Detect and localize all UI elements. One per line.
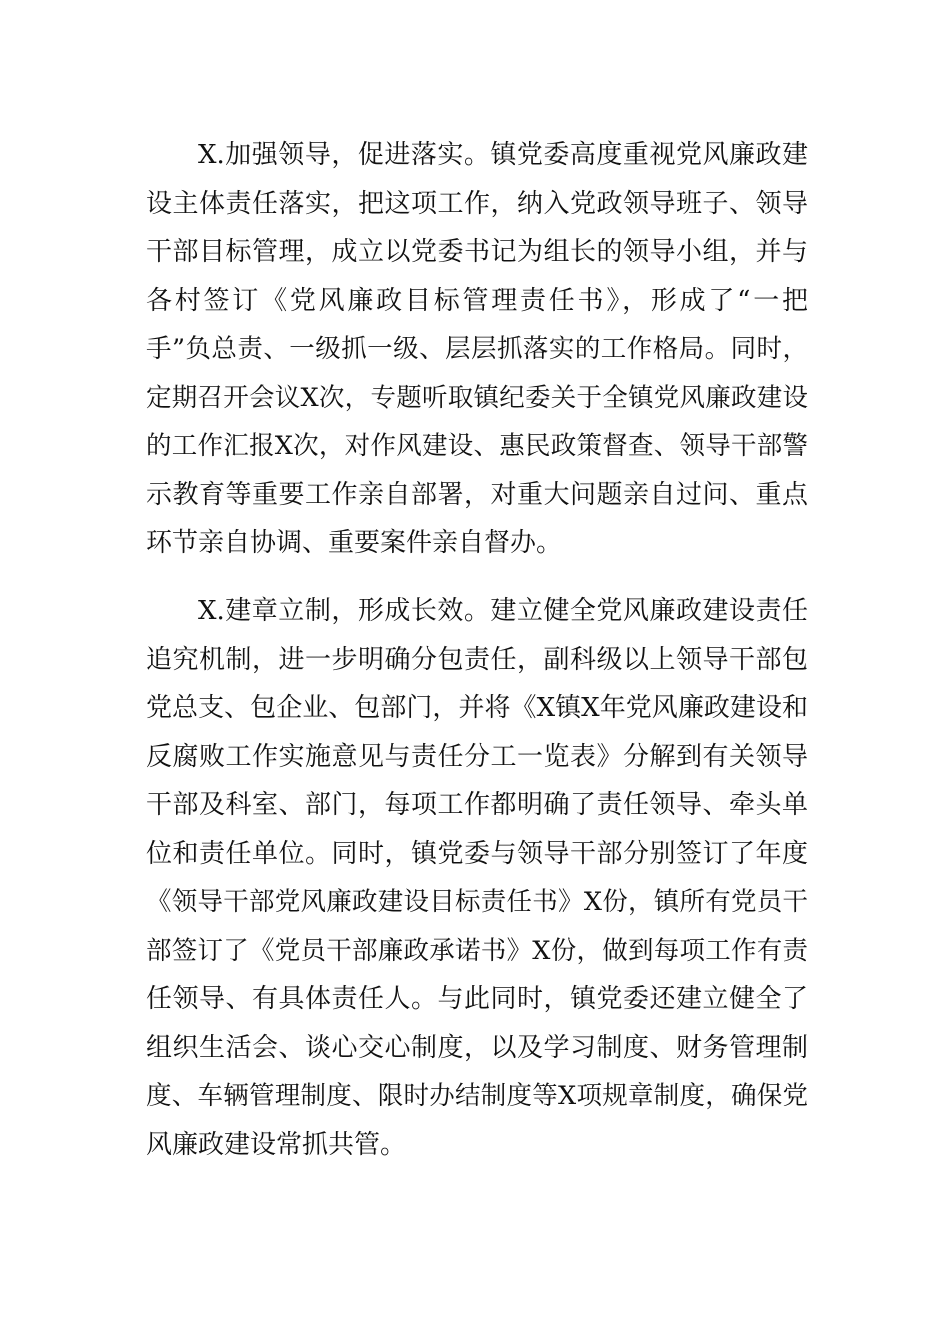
paragraph-line: 党总支、包企业、包部门，并将《X镇X年党风廉政建设和 bbox=[146, 693, 808, 723]
paragraph-line: 位和责任单位。同时，镇党委与领导干部分别签订了年度 bbox=[146, 838, 808, 869]
paragraph-line: 的工作汇报X次，对作风建设、惠民政策督查、领导干部警 bbox=[146, 431, 808, 461]
paragraph-line: 度、车辆管理制度、限时办结制度等X项规章制度，确保党 bbox=[146, 1081, 808, 1111]
paragraph-line: 《领导干部党风廉政建设目标责任书》X份，镇所有党员干 bbox=[146, 887, 808, 917]
paragraph-line: 示教育等重要工作亲自部署，对重大问题亲自过问、重点 bbox=[146, 479, 808, 510]
paragraph-line: 风廉政建设常抓共管。 bbox=[146, 1129, 407, 1160]
paragraph-leadership bbox=[146, 131, 808, 568]
paragraph-line: 部签订了《党员干部廉政承诺书》X份，做到每项工作有责 bbox=[146, 935, 808, 966]
paragraph-line: 反腐败工作实施意见与责任分工一览表》分解到有关领导 bbox=[146, 741, 808, 772]
paragraph-line: 环节亲自协调、重要案件亲自督办。 bbox=[146, 528, 563, 558]
paragraph-line: 设主体责任落实，把这项工作，纳入党政领导班子、领导 bbox=[146, 188, 808, 219]
paragraph-line: 组织生活会、谈心交心制度，以及学习制度、财务管理制 bbox=[146, 1032, 808, 1063]
paragraph-line: 定期召开会议X次，专题听取镇纪委关于全镇党风廉政建设 bbox=[146, 382, 808, 413]
paragraph-line: X.建章立制，形成长效。建立健全党风廉政建设责任 bbox=[198, 596, 808, 626]
paragraph-line: X.加强领导，促进落实。镇党委高度重视党风廉政建 bbox=[198, 140, 808, 170]
paragraph-line: 任领导、有具体责任人。与此同时，镇党委还建立健全了 bbox=[146, 984, 808, 1014]
paragraph-line: 各村签订《党风廉政目标管理责任书》，形成了“一把 bbox=[146, 285, 808, 316]
paragraph-rules-system bbox=[146, 587, 808, 1169]
paragraph-line: 手”负总责、一级抓一级、层层抓落实的工作格局。同时， bbox=[146, 334, 808, 364]
paragraph-line: 干部目标管理，成立以党委书记为组长的领导小组，并与 bbox=[146, 237, 808, 267]
paragraph-line: 干部及科室、部门，每项工作都明确了责任领导、牵头单 bbox=[146, 790, 808, 820]
paragraph-line: 追究机制，进一步明确分包责任，副科级以上领导干部包 bbox=[146, 644, 808, 675]
